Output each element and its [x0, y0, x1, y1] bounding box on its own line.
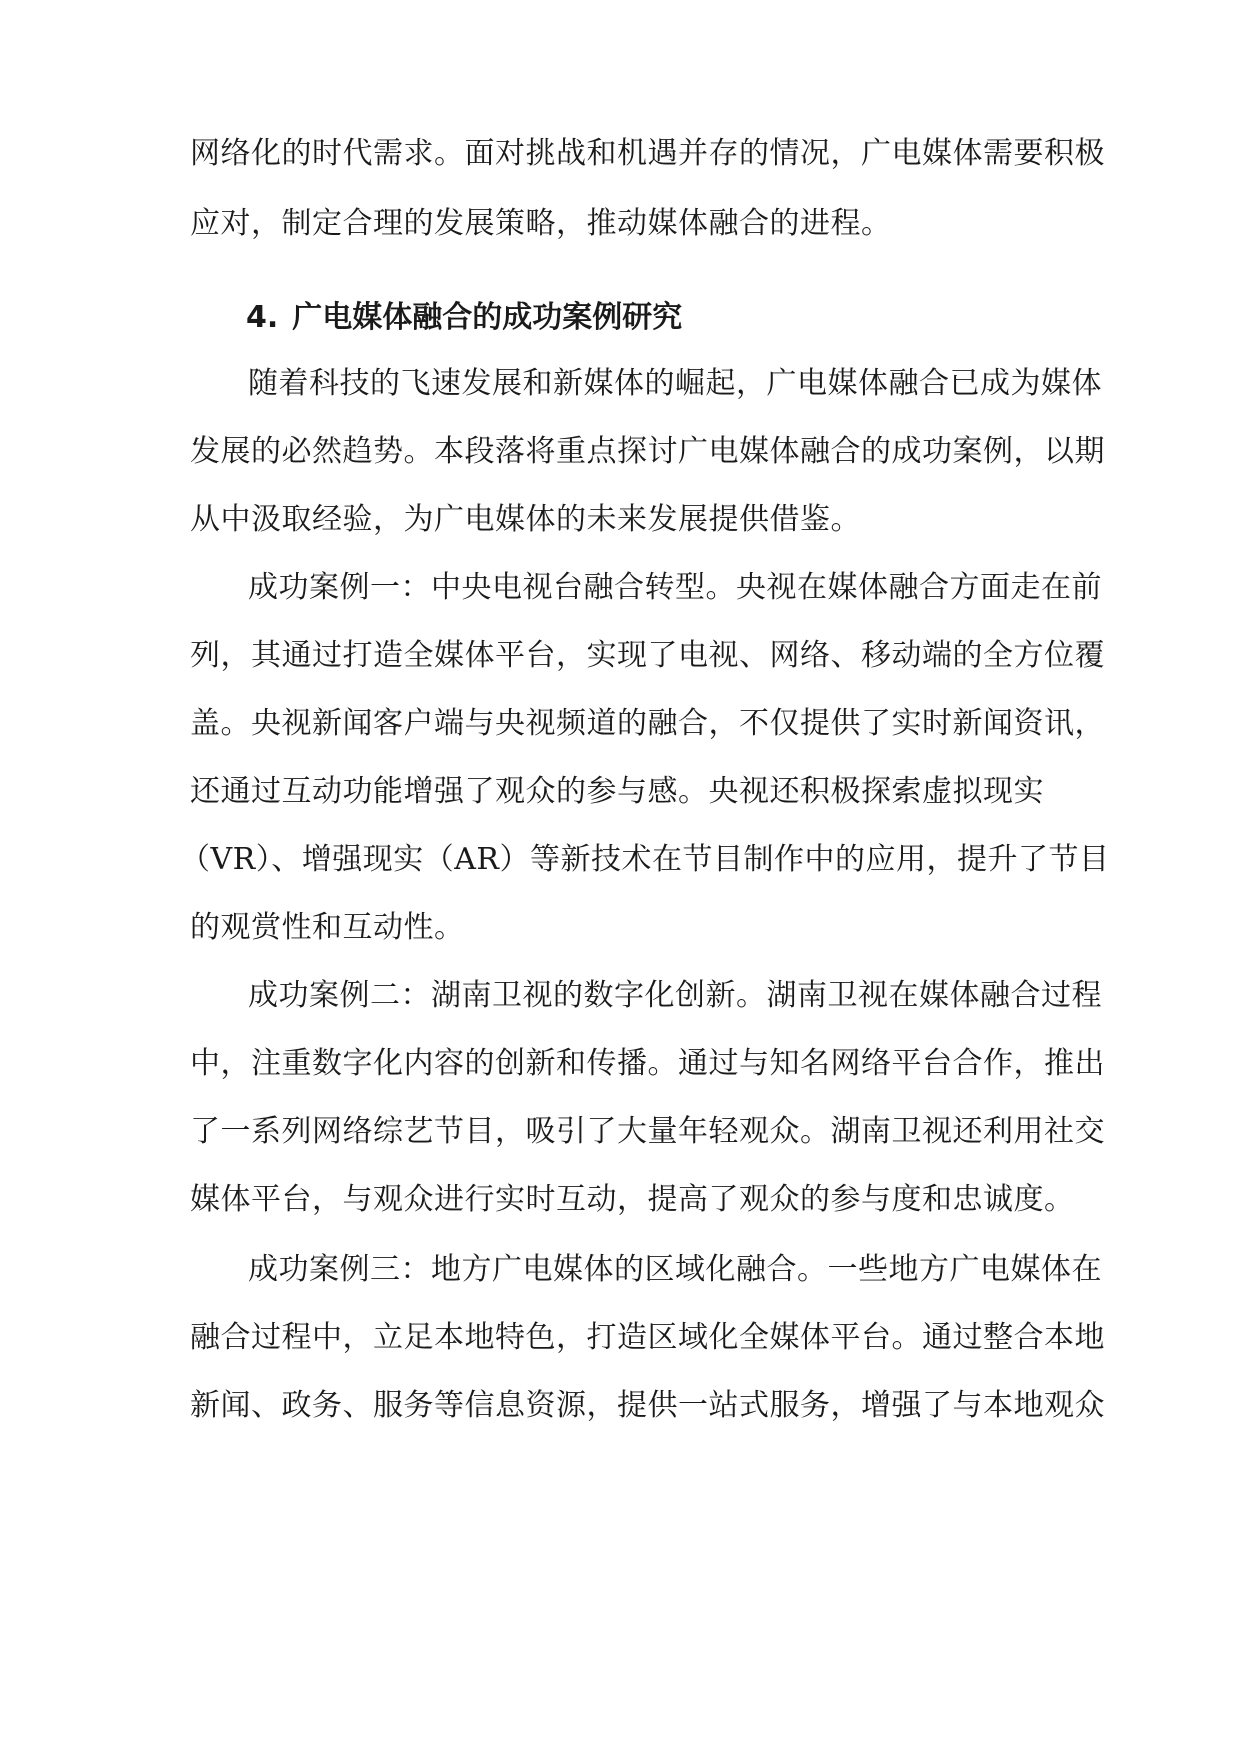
section-title: 广电媒体融合的成功案例研究 — [292, 300, 683, 335]
intro-line-1: 网络化的时代需求。面对挑战和机遇并存的情况，广电媒体需要积极 — [190, 136, 1105, 171]
paragraph-1-line-1: 随着科技的飞速发展和新媒体的崛起，广电媒体融合已成为媒体 — [248, 366, 1102, 401]
paragraph-4-line-1: 成功案例三：地方广电媒体的区域化融合。一些地方广电媒体在 — [248, 1252, 1102, 1287]
paragraph-3-line-4: 媒体平台，与观众进行实时互动，提高了观众的参与度和忠诚度。 — [190, 1182, 1075, 1217]
paragraph-2-line-5: （VR）、增强现实（AR）等新技术在节目制作中的应用，提升了节目 — [180, 842, 1110, 877]
paragraph-4-line-2: 融合过程中，立足本地特色，打造区域化全媒体平台。通过整合本地 — [190, 1320, 1105, 1355]
paragraph-3-line-1: 成功案例二：湖南卫视的数字化创新。湖南卫视在媒体融合过程 — [248, 978, 1102, 1013]
section-heading — [246, 298, 1046, 338]
paragraph-2-line-2: 列，其通过打造全媒体平台，实现了电视、网络、移动端的全方位覆 — [190, 638, 1105, 673]
paragraph-4-line-3: 新闻、政务、服务等信息资源，提供一站式服务，增强了与本地观众 — [190, 1388, 1105, 1423]
paragraph-2-line-6: 的观赏性和互动性。 — [190, 910, 465, 945]
section-number: 4. — [246, 300, 279, 335]
paragraph-2-line-3: 盖。央视新闻客户端与央视频道的融合，不仅提供了实时新闻资讯， — [190, 706, 1105, 741]
intro-line-2: 应对，制定合理的发展策略，推动媒体融合的进程。 — [190, 206, 892, 241]
paragraph-2-line-1: 成功案例一：中央电视台融合转型。央视在媒体融合方面走在前 — [248, 570, 1102, 605]
paragraph-1-line-3: 从中汲取经验，为广电媒体的未来发展提供借鉴。 — [190, 502, 861, 537]
paragraph-1-line-2: 发展的必然趋势。本段落将重点探讨广电媒体融合的成功案例，以期 — [190, 434, 1105, 469]
paragraph-3-line-3: 了一系列网络综艺节目，吸引了大量年轻观众。湖南卫视还利用社交 — [190, 1114, 1105, 1149]
paragraph-3-line-2: 中，注重数字化内容的创新和传播。通过与知名网络平台合作，推出 — [190, 1046, 1105, 1081]
paragraph-2-line-4: 还通过互动功能增强了观众的参与感。央视还积极探索虚拟现实 — [190, 774, 1044, 809]
